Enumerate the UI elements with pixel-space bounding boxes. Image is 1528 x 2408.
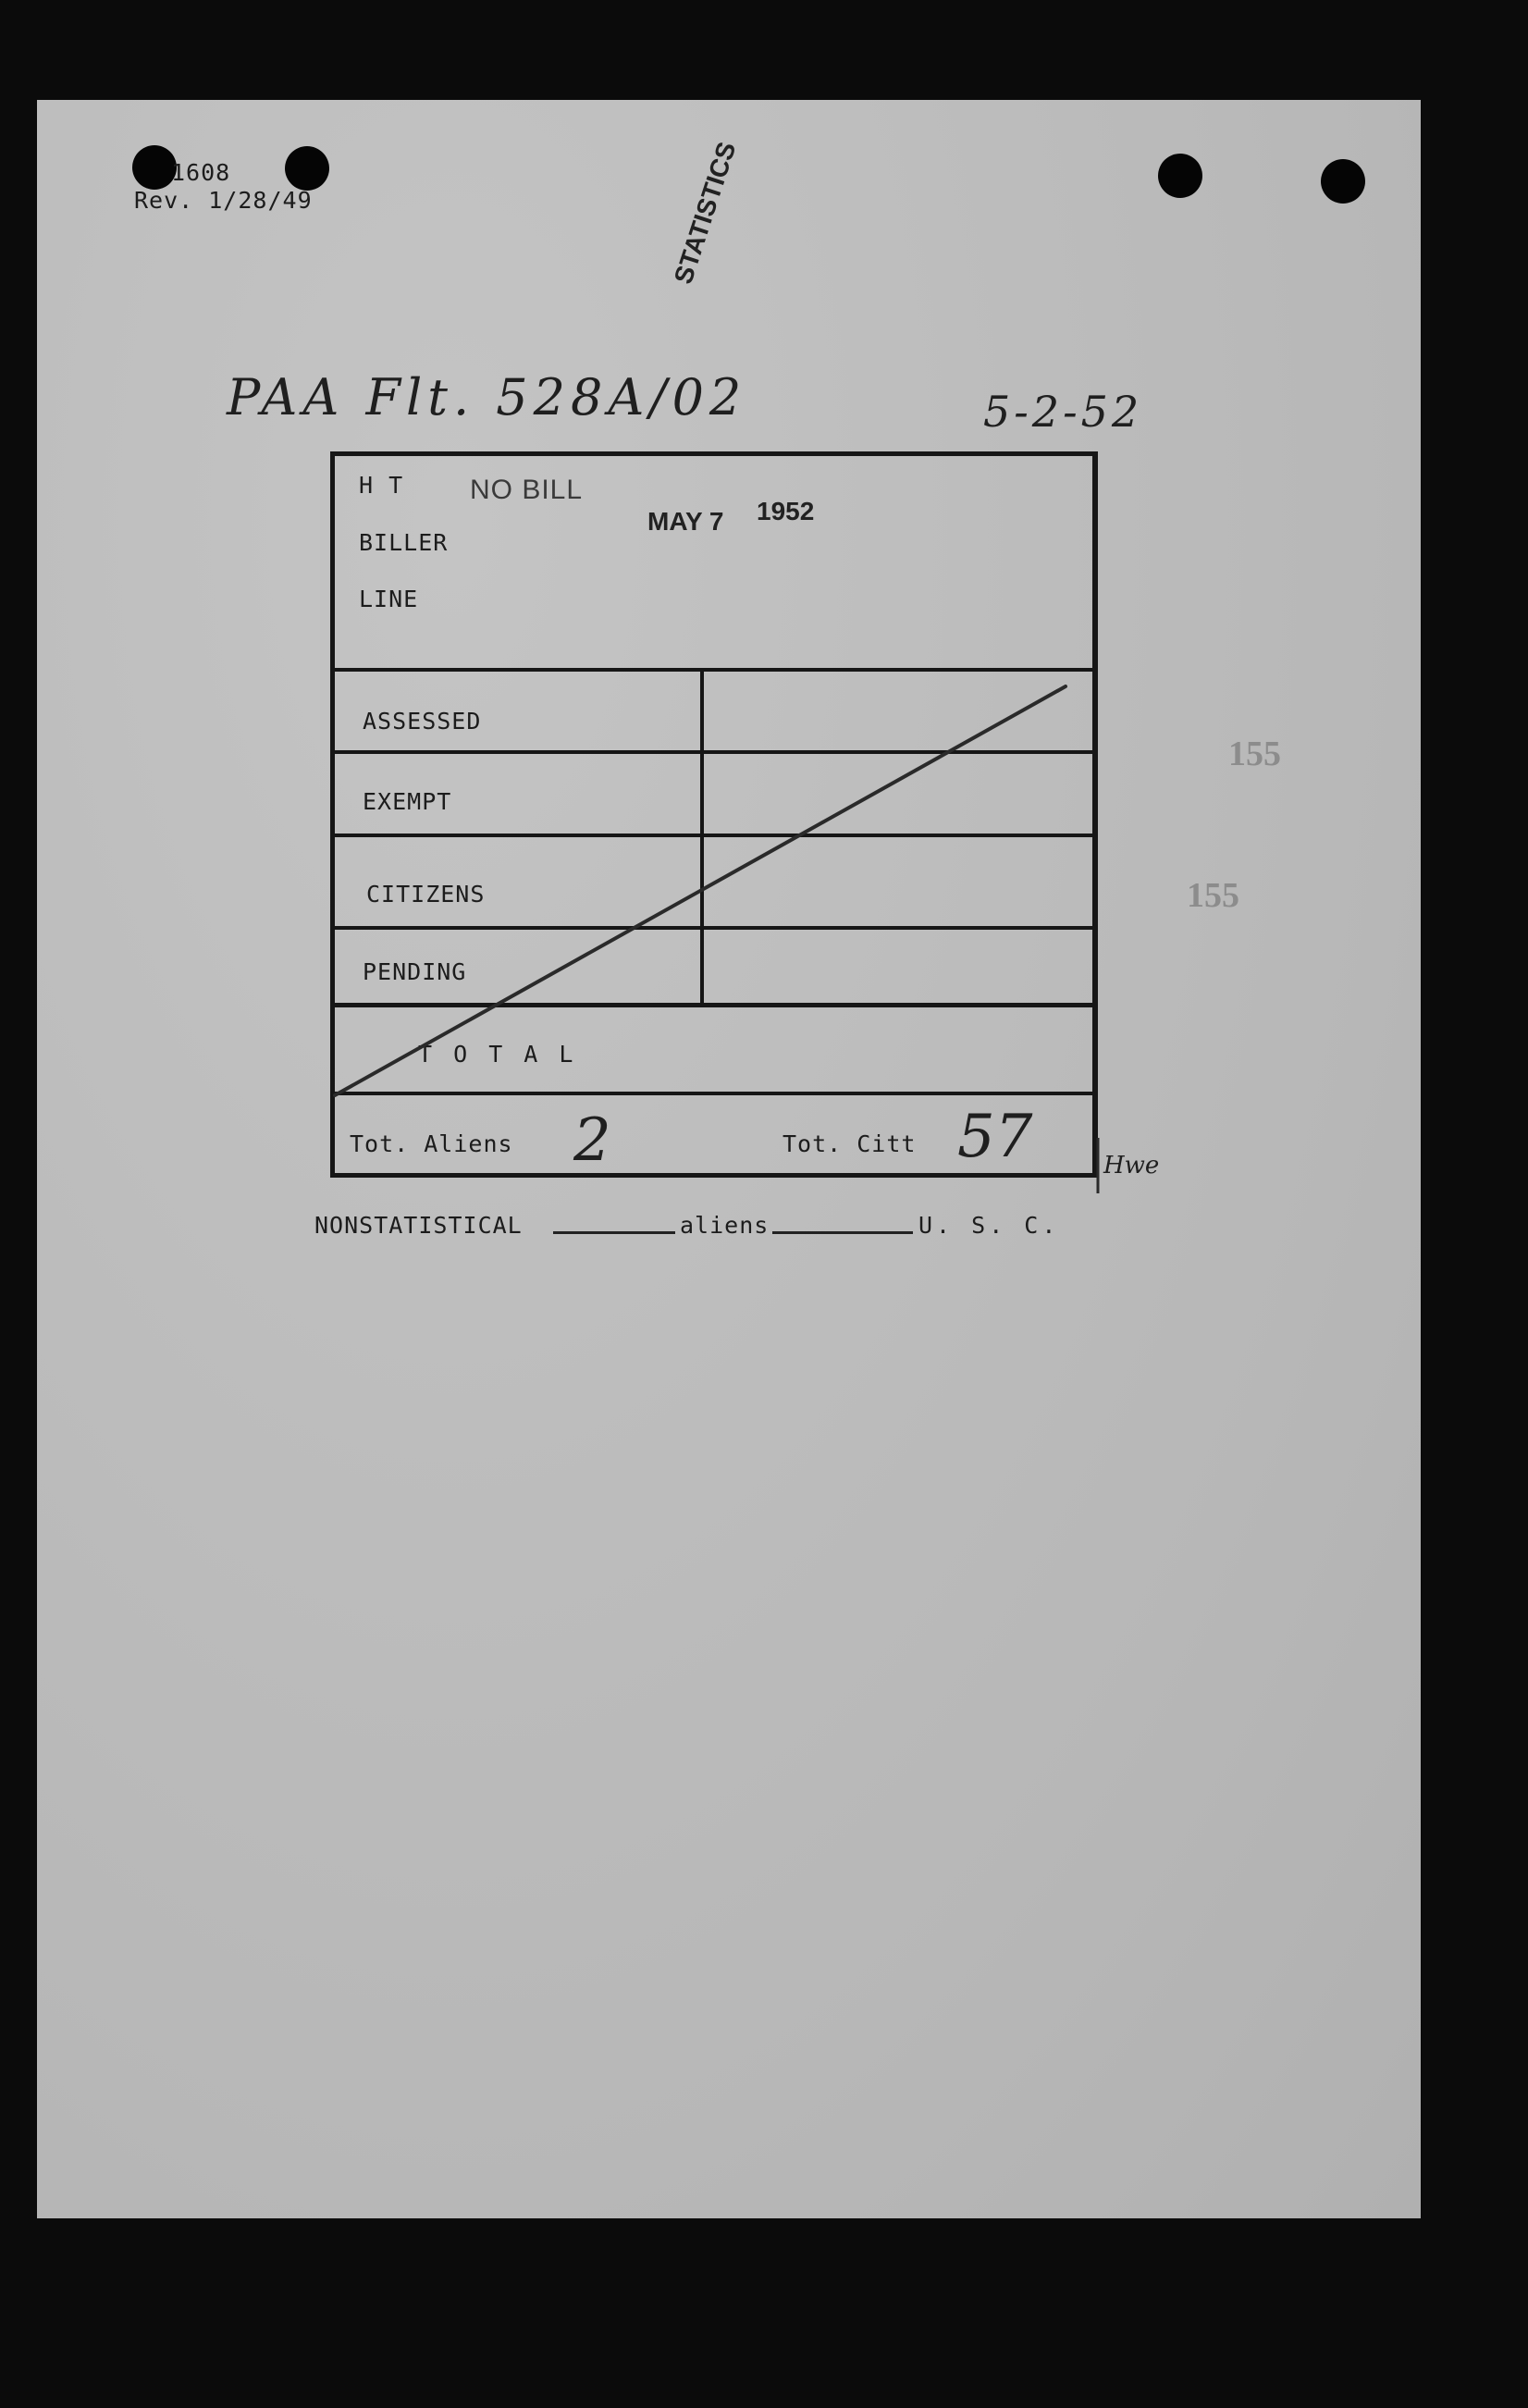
- row-label-assessed: ASSESSED: [363, 708, 482, 735]
- nonstatistical-label: NONSTATISTICAL: [314, 1212, 523, 1239]
- tot-cit-label: Tot. Citt: [782, 1130, 917, 1157]
- form-revision: Rev. 1/28/49: [134, 187, 313, 214]
- initials: Hwe: [1103, 1152, 1160, 1179]
- line-label: LINE: [359, 586, 419, 612]
- total-label: T O T A L: [418, 1041, 577, 1068]
- margin-number-2: 155: [1187, 876, 1239, 915]
- ht-label: H T: [359, 472, 404, 499]
- nonstatistical-usc: U. S. C.: [918, 1212, 1060, 1239]
- flight-number: PAA Flt. 528A/02: [227, 368, 747, 426]
- handwritten-date: 5-2-52: [983, 387, 1143, 437]
- row-label-exempt: EXEMPT: [363, 788, 452, 815]
- nonstatistical-aliens: aliens: [680, 1212, 770, 1239]
- statistics-stamp: STATISTICS: [668, 138, 742, 288]
- diagonal-strike-line: [335, 686, 1066, 1095]
- tot-aliens-label: Tot. Aliens: [350, 1130, 513, 1157]
- date-stamp-year: 1952: [757, 497, 815, 525]
- tot-cit-value: 57: [957, 1103, 1033, 1171]
- form-number: 1608: [171, 159, 231, 186]
- no-bill-stamp: NO BILL: [470, 475, 584, 505]
- margin-number-1: 155: [1228, 735, 1281, 773]
- biller-label: BILLER: [359, 529, 449, 556]
- row-label-citizens: CITIZENS: [366, 881, 486, 908]
- date-stamp-month: MAY 7: [647, 507, 724, 536]
- tot-aliens-value: 2: [573, 1106, 611, 1175]
- row-label-pending: PENDING: [363, 958, 467, 985]
